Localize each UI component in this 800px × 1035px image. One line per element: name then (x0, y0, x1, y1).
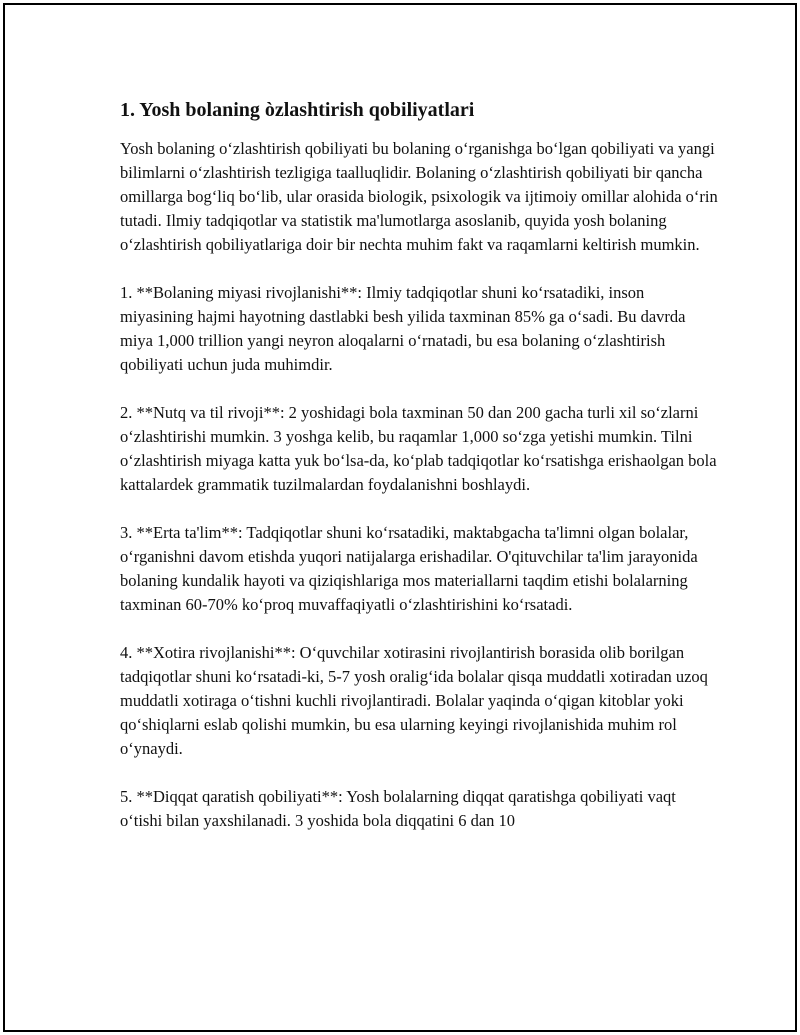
paragraph-attention: 5. **Diqqat qaratish qobiliyati**: Yosh bolalarning diqqat qaratishga qobiliyati vaqt o‘tishi bilan yaxshilanadi. 3 yoshida bola diqqatini 6 dan 10 (120, 787, 676, 830)
section-heading: 1. Yosh bolaning òzlashtirish qobiliyatlari (120, 99, 475, 121)
intro-paragraph: Yosh bolaning o‘zlashtirish qobiliyati bu bolaning o‘rganishga bo‘lgan qobiliyati va yangi bilimlarni o‘zlashtirish tezligiga taalluqlidir. Bolaning o‘zlashtirish qobiliyati bir qancha omillarga bog‘liq bo‘lib, ular orasida biologik, psixologik va ijtimoiy omillar alohida o‘rin tutadi. Ilmiy tadqiqotlar va statistik ma'lumotlarga asoslanib, quyida yosh bolaning o‘zlashtirish qobiliyatlariga doir bir nechta muhim fakt va raqamlarni keltirish mumkin. (120, 139, 718, 254)
paragraph-early-education: 3. **Erta ta'lim**: Tadqiqotlar shuni ko‘rsatadiki, maktabgacha ta'limni olgan bolalar, o‘rganishni davom etishda yuqori natijalarga erishadilar. O'qituvchilar ta'lim jarayonida bolaning kundalik hayoti va qiziqishlariga mos materiallarni taqdim etishi bolalarning taxminan 60-70% ko‘proq muvaffaqiyatli o‘zlashtirishini ko‘rsatadi. (120, 523, 698, 614)
document-body (120, 97, 720, 857)
paragraph-memory-development: 4. **Xotira rivojlanishi**: O‘quvchilar xotirasini rivojlantirish borasida olib borilgan tadqiqotlar shuni ko‘rsatadi-ki, 5-7 yosh oralig‘ida bolalar qisqa muddatli xotiradan uzoq muddatli xotiraga o‘tishni kuchli rivojlantiradi. Bolalar yaqinda o‘qigan kitoblar yoki qo‘shiqlarni eslab qolishi mumkin, bu esa ularning keyingi rivojlanishida muhim rol o‘ynaydi. (120, 643, 708, 758)
paragraph-speech-language: 2. **Nutq va til rivoji**: 2 yoshidagi bola taxminan 50 dan 200 gacha turli xil so‘zlarni o‘zlashtirishi mumkin. 3 yoshga kelib, bu raqamlar 1,000 so‘zga yetishi mumkin. Tilni o‘zlashtirish miyaga katta yuk bo‘lsa-da, ko‘plab tadqiqotlar ko‘rsatishga erishaolgan bola kattalardek grammatik tuzilmalardan foydalanishni boshlaydi. (120, 403, 717, 494)
paragraph-brain-development: 1. **Bolaning miyasi rivojlanishi**: Ilmiy tadqiqotlar shuni ko‘rsatadiki, inson miyasining hajmi hayotning dastlabki besh yilida taxminan 85% ga o‘sadi. Bu davrda miya 1,000 trillion yangi neyron aloqalarni o‘rnatadi, bu esa bolaning o‘zlashtirish qobiliyati uchun juda muhimdir. (120, 283, 686, 374)
document-page (3, 3, 797, 1032)
